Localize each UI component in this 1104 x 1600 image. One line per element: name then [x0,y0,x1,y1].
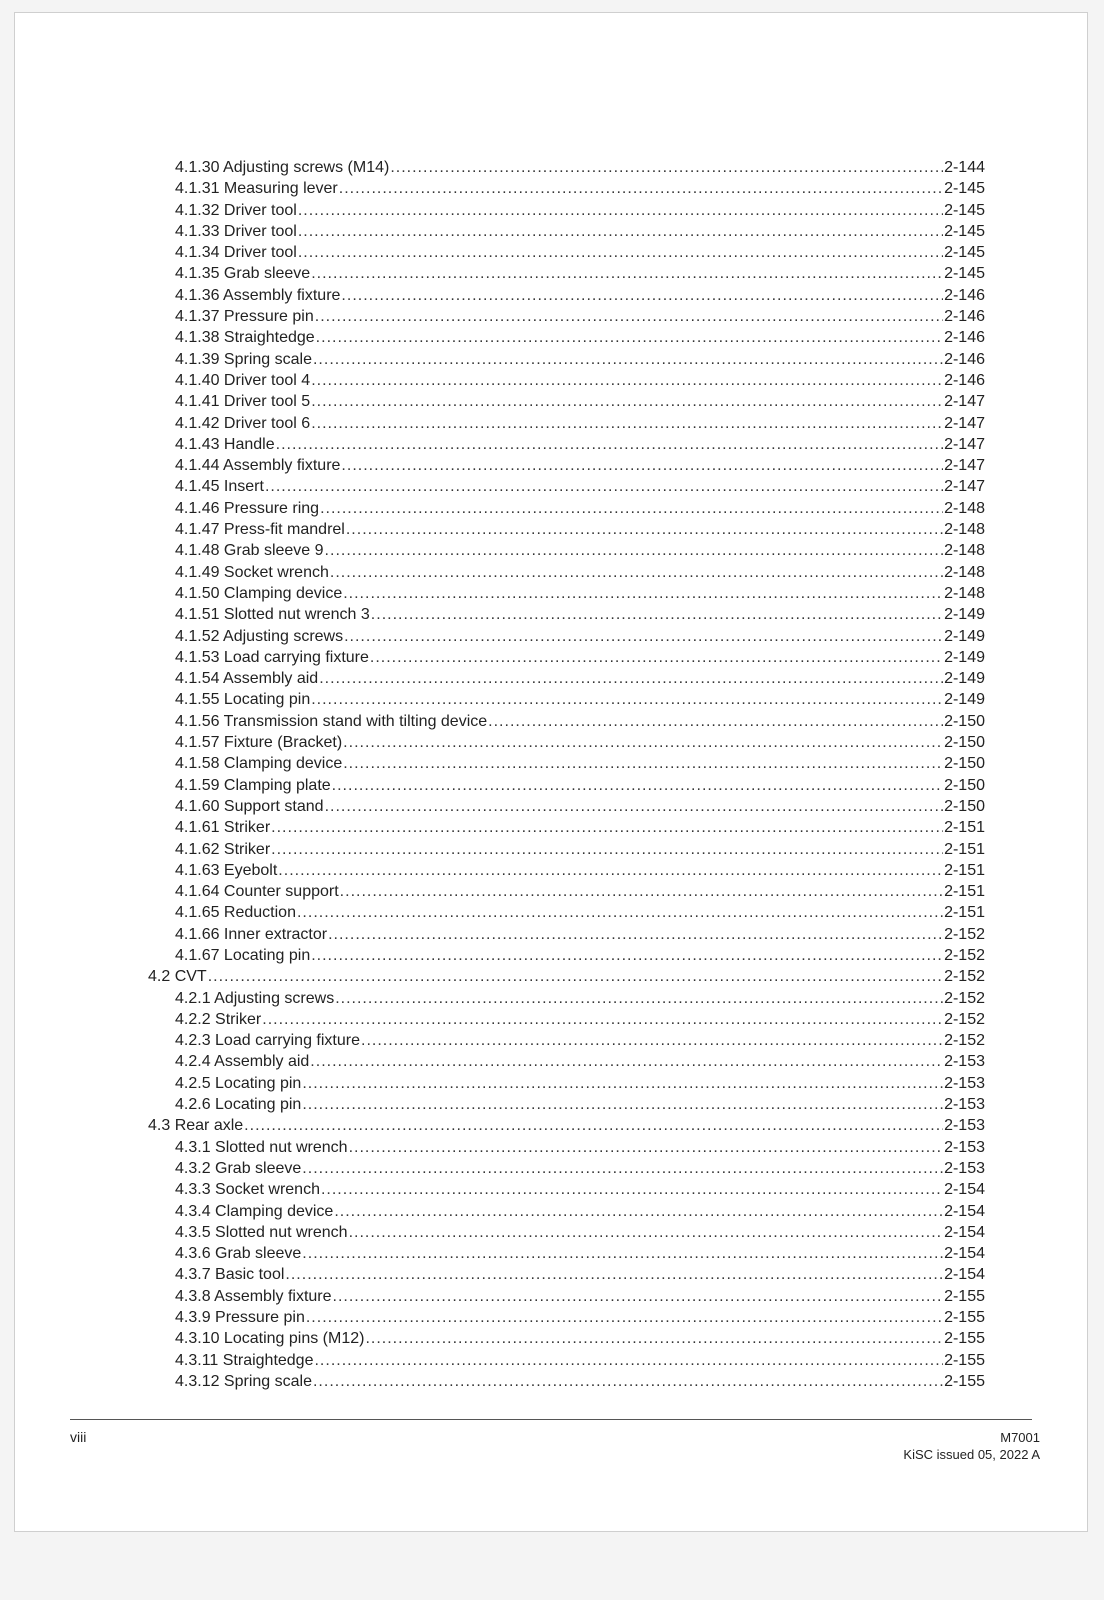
toc-entry[interactable] [148,689,985,710]
toc-dot-leader [262,1009,943,1030]
toc-entry[interactable] [148,988,985,1009]
toc-entry-title: 4.1.48 Grab sleeve 9 [175,542,324,560]
toc-entry-title: 4.1.32 Driver tool [175,201,297,219]
toc-entry-page: 2-144 [944,159,985,176]
toc-dot-leader [319,668,943,689]
toc-dot-leader [315,306,943,327]
toc-entry-title: 4.1.30 Adjusting screws (M14) [175,159,390,176]
toc-entry-page: 2-152 [944,989,985,1007]
toc-entry[interactable] [148,1264,985,1285]
toc-entry-title: 4.1.63 Eyebolt [175,861,278,879]
toc-dot-leader [313,1371,943,1392]
toc-entry[interactable] [148,370,985,391]
toc-entry[interactable] [148,1307,985,1328]
toc-dot-leader [343,583,943,604]
toc-entry[interactable] [148,327,985,348]
toc-entry-title: 4.1.45 Insert [175,478,264,496]
toc-entry-page: 2-148 [944,563,985,581]
toc-entry-page: 2-155 [944,1372,985,1390]
toc-entry[interactable] [148,349,985,370]
toc-dot-leader [361,1030,943,1051]
toc-entry[interactable] [148,263,985,284]
toc-entry-title: 4.1.53 Load carrying fixture [175,648,369,666]
toc-dot-leader [311,370,943,391]
toc-entry-title: 4.1.47 Press-fit mandrel [175,521,345,539]
toc-entry[interactable] [148,604,985,625]
toc-entry[interactable] [148,476,985,497]
toc-entry-title: 4.1.56 Transmission stand with tilting device [175,712,488,730]
toc-entry[interactable] [148,711,985,732]
toc-entry[interactable] [148,455,985,476]
toc-dot-leader [349,1137,944,1158]
toc-entry-title: 4.2.3 Load carrying fixture [175,1032,360,1050]
toc-entry-page: 2-146 [944,371,985,389]
toc-entry-title: 4.3.1 Slotted nut wrench [175,1138,348,1156]
toc-entry-page: 2-145 [944,201,985,219]
toc-entry-page: 2-155 [944,1351,985,1369]
toc-entry-title: 4.1.64 Counter support [175,883,339,901]
toc-dot-leader [371,604,943,625]
toc-dot-leader [278,860,943,881]
toc-entry-page: 2-153 [944,1117,985,1135]
toc-entry-page: 2-147 [944,478,985,496]
toc-dot-leader [325,540,944,561]
toc-dot-leader [330,562,943,583]
toc-entry-title: 4.1.33 Driver tool [175,222,297,240]
toc-entry-page: 2-146 [944,286,985,304]
toc-entry-title: 4.2.1 Adjusting screws [175,989,335,1007]
toc-dot-leader [311,413,943,434]
toc-entry[interactable] [148,1115,985,1136]
toc-entry-page: 2-152 [944,968,985,986]
toc-entry-page: 2-146 [944,329,985,347]
toc-entry-title: 4.1.51 Slotted nut wrench 3 [175,606,370,624]
toc-entry-title: 4.1.35 Grab sleeve [175,265,311,283]
toc-entry[interactable] [148,796,985,817]
toc-entry-page: 2-148 [944,499,985,517]
toc-dot-leader [311,689,943,710]
toc-entry-page: 2-152 [944,946,985,964]
toc-entry-title: 4.1.44 Assembly fixture [175,457,341,475]
toc-entry-title: 4.1.49 Socket wrench [175,563,329,581]
toc-entry[interactable] [148,626,985,647]
toc-entry[interactable] [148,413,985,434]
toc-dot-leader [335,988,943,1009]
toc-dot-leader [302,1094,943,1115]
toc-dot-leader [297,902,943,923]
toc-dot-leader [208,966,943,987]
toc-entry-page: 2-151 [944,883,985,901]
toc-entry-page: 2-151 [944,819,985,837]
toc-entry-page: 2-150 [944,776,985,794]
toc-entry-page: 2-150 [944,734,985,752]
toc-entry-page: 2-154 [944,1202,985,1220]
toc-entry-page: 2-151 [944,904,985,922]
toc-entry-title: 4.1.31 Measuring lever [175,180,338,198]
toc-entry[interactable] [148,902,985,923]
toc-entry[interactable] [148,242,985,263]
toc-entry-title: 4.1.65 Reduction [175,904,296,922]
toc-entry-page: 2-153 [944,1138,985,1156]
toc-entry-page: 2-149 [944,670,985,688]
toc-entry[interactable] [148,434,985,455]
toc-entry[interactable] [148,817,985,838]
toc-dot-leader [271,839,943,860]
toc-entry-title: 4.2 CVT [148,968,207,986]
toc-entry[interactable] [148,1030,985,1051]
toc-entry[interactable] [148,157,985,178]
toc-dot-leader [321,1179,943,1200]
toc-entry[interactable] [148,1350,985,1371]
toc-entry-page: 2-153 [944,1159,985,1177]
toc-dot-leader [313,349,943,370]
toc-dot-leader [310,1051,943,1072]
toc-entry[interactable] [148,1286,985,1307]
toc-dot-leader [311,263,943,284]
toc-entry[interactable] [148,966,985,987]
toc-entry-title: 4.1.58 Clamping device [175,755,343,773]
toc-entry-page: 2-145 [944,180,985,198]
toc-entry-page: 2-147 [944,435,985,453]
toc-entry-page: 2-154 [944,1245,985,1263]
toc-entry-title: 4.1.52 Adjusting screws [175,627,344,645]
toc-dot-leader [488,711,943,732]
toc-dot-leader [390,157,943,178]
toc-entry[interactable] [148,1073,985,1094]
footer-divider [70,1419,1032,1420]
toc-entry-title: 4.3 Rear axle [148,1117,244,1135]
toc-dot-leader [302,1073,943,1094]
toc-entry[interactable] [148,285,985,306]
toc-entry-page: 2-149 [944,627,985,645]
toc-entry-page: 2-155 [944,1287,985,1305]
toc-entry-title: 4.1.37 Pressure pin [175,308,314,326]
toc-entry-title: 4.1.57 Fixture (Bracket) [175,734,343,752]
toc-entry-title: 4.3.7 Basic tool [175,1266,285,1284]
toc-dot-leader [343,753,943,774]
toc-entry[interactable] [148,647,985,668]
toc-entry-page: 2-150 [944,755,985,773]
toc-dot-leader [325,796,944,817]
toc-entry[interactable] [148,221,985,242]
toc-entry-page: 2-150 [944,797,985,815]
toc-entry[interactable] [148,775,985,796]
toc-entry[interactable] [148,519,985,540]
toc-entry-title: 4.3.3 Socket wrench [175,1181,320,1199]
toc-entry-title: 4.1.43 Handle [175,435,275,453]
toc-entry-title: 4.3.9 Pressure pin [175,1309,305,1327]
toc-entry-page: 2-151 [944,861,985,879]
toc-dot-leader [320,498,943,519]
toc-entry-page: 2-149 [944,691,985,709]
toc-entry-title: 4.1.62 Striker [175,840,271,858]
toc-entry[interactable] [148,1137,985,1158]
toc-entry-page: 2-149 [944,606,985,624]
toc-entry-page: 2-154 [944,1266,985,1284]
toc-entry-title: 4.1.66 Inner extractor [175,925,328,943]
toc-entry-page: 2-149 [944,648,985,666]
footer-page-number: viii [70,1429,87,1445]
toc-entry-title: 4.3.2 Grab sleeve [175,1159,302,1177]
toc-dot-leader [370,647,943,668]
toc-entry-title: 4.1.36 Assembly fixture [175,286,341,304]
toc-dot-leader [346,519,943,540]
toc-entry-title: 4.1.46 Pressure ring [175,499,320,517]
toc-entry-title: 4.1.41 Driver tool 5 [175,393,311,411]
toc-entry[interactable] [148,1243,985,1264]
toc-dot-leader [311,945,943,966]
toc-entry-page: 2-155 [944,1309,985,1327]
toc-entry[interactable] [148,1328,985,1349]
toc-dot-leader [276,434,943,455]
toc-dot-leader [343,732,943,753]
toc-entry-page: 2-145 [944,222,985,240]
toc-entry-title: 4.3.8 Assembly fixture [175,1287,332,1305]
toc-dot-leader [271,817,943,838]
footer-doc-info [903,1429,1040,1463]
toc-dot-leader [244,1115,943,1136]
toc-entry[interactable] [148,306,985,327]
toc-entry[interactable] [148,1009,985,1030]
toc-entry-title: 4.1.59 Clamping plate [175,776,331,794]
toc-entry[interactable] [148,540,985,561]
toc-entry[interactable] [148,881,985,902]
toc-dot-leader [340,881,943,902]
toc-dot-leader [365,1328,943,1349]
toc-entry[interactable] [148,924,985,945]
toc-entry[interactable] [148,1201,985,1222]
toc-entry-title: 4.1.38 Straightedge [175,329,315,347]
toc-entry-page: 2-148 [944,584,985,602]
toc-dot-leader [298,221,943,242]
toc-dot-leader [302,1243,943,1264]
toc-dot-leader [341,285,943,306]
toc-entry[interactable] [148,1222,985,1243]
toc-entry[interactable] [148,1094,985,1115]
toc-entry-title: 4.2.5 Locating pin [175,1074,302,1092]
toc-entry-title: 4.3.5 Slotted nut wrench [175,1223,348,1241]
toc-entry[interactable] [148,753,985,774]
toc-entry-page: 2-145 [944,265,985,283]
toc-entry-page: 2-151 [944,840,985,858]
toc-dot-leader [306,1307,943,1328]
toc-dot-leader [285,1264,943,1285]
toc-entry-title: 4.3.11 Straightedge [175,1351,314,1369]
toc-dot-leader [311,391,943,412]
toc-dot-leader [341,455,943,476]
toc-dot-leader [344,626,943,647]
toc-entry-title: 4.1.40 Driver tool 4 [175,371,311,389]
toc-entry[interactable] [148,1371,985,1392]
toc-dot-leader [332,775,943,796]
toc-entry[interactable] [148,562,985,583]
toc-entry[interactable] [148,945,985,966]
toc-entry-title: 4.1.61 Striker [175,819,271,837]
toc-entry-title: 4.3.10 Locating pins (M12) [175,1330,365,1348]
toc-entry-page: 2-154 [944,1223,985,1241]
toc-entry-title: 4.2.4 Assembly aid [175,1053,310,1071]
toc-dot-leader [298,242,943,263]
toc-entry-page: 2-147 [944,414,985,432]
toc-entry-title: 4.1.55 Locating pin [175,691,311,709]
toc-dot-leader [302,1158,943,1179]
toc-entry[interactable] [148,498,985,519]
toc-entry[interactable] [148,178,985,199]
toc-entry-title: 4.1.60 Support stand [175,797,324,815]
toc-entry[interactable] [148,1158,985,1179]
toc-entry-title: 4.1.39 Spring scale [175,350,312,368]
toc-entry-page: 2-154 [944,1181,985,1199]
toc-entry[interactable] [148,860,985,881]
toc-entry-title: 4.1.50 Clamping device [175,584,343,602]
toc-entry-page: 2-153 [944,1053,985,1071]
toc-entry-title: 4.1.34 Driver tool [175,244,297,262]
toc-dot-leader [316,327,943,348]
toc-entry-page: 2-147 [944,457,985,475]
toc-dot-leader [265,476,943,497]
toc-entry[interactable] [148,839,985,860]
toc-entry-page: 2-153 [944,1074,985,1092]
toc-entry-page: 2-152 [944,1010,985,1028]
toc-entry-page: 2-147 [944,393,985,411]
toc-entry[interactable] [148,732,985,753]
toc-entry-page: 2-148 [944,542,985,560]
toc-dot-leader [334,1201,943,1222]
toc-entry-title: 4.1.42 Driver tool 6 [175,414,311,432]
toc-entry-page: 2-150 [944,712,985,730]
toc-entry-page: 2-152 [944,1032,985,1050]
toc-entry-page: 2-145 [944,244,985,262]
footer-doc-code: M7001 [1000,1430,1040,1445]
toc-entry-page: 2-155 [944,1330,985,1348]
toc-entry[interactable] [148,1051,985,1072]
document-page [14,12,1088,1532]
toc-dot-leader [349,1222,944,1243]
toc-entry-title: 4.3.4 Clamping device [175,1202,334,1220]
toc-entry-title: 4.1.54 Assembly aid [175,670,319,688]
toc-entry-page: 2-146 [944,350,985,368]
toc-entry-title: 4.3.12 Spring scale [175,1372,312,1390]
toc-entry[interactable] [148,1179,985,1200]
toc-dot-leader [314,1350,943,1371]
toc-entry-page: 2-146 [944,308,985,326]
toc-entry-title: 4.1.67 Locating pin [175,946,311,964]
toc-entry[interactable] [148,200,985,221]
toc-entry-page: 2-152 [944,925,985,943]
toc-entry-title: 4.2.2 Striker [175,1010,262,1028]
toc-entry-title: 4.2.6 Locating pin [175,1096,302,1114]
table-of-contents [148,157,985,1392]
toc-dot-leader [328,924,943,945]
toc-dot-leader [298,200,943,221]
toc-entry[interactable] [148,668,985,689]
toc-dot-leader [339,178,943,199]
toc-entry-page: 2-148 [944,521,985,539]
toc-entry[interactable] [148,391,985,412]
toc-entry-title: 4.3.6 Grab sleeve [175,1245,302,1263]
toc-dot-leader [333,1286,944,1307]
toc-entry[interactable] [148,583,985,604]
footer-issue: KiSC issued 05, 2022 A [903,1447,1040,1462]
toc-entry-page: 2-153 [944,1096,985,1114]
